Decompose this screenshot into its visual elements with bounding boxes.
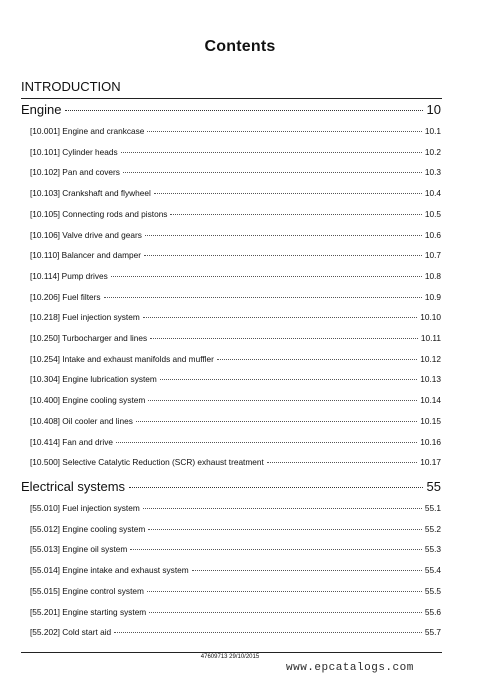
watermark-url: www.epcatalogs.com — [286, 662, 414, 674]
toc-entry-label: [10.218] Fuel injection system — [30, 312, 140, 323]
toc-entry-label: [10.250] Turbocharger and lines — [30, 333, 148, 343]
footer-doc-id: 47609713 29/10/2015 — [200, 654, 260, 660]
leader-dots — [130, 549, 422, 550]
toc-entry-label: [55.012] Engine cooling system — [30, 523, 146, 534]
toc-entry-row[interactable] — [30, 250, 441, 260]
toc-entry-row[interactable] — [30, 167, 441, 177]
toc-entry-page: 10.9 — [424, 291, 441, 302]
toc-entry-page: 55.6 — [424, 606, 441, 617]
toc-entry-page: 10.10 — [420, 312, 441, 323]
toc-entry-label: [10.103] Crankshaft and flywheel — [30, 188, 151, 199]
leader-dots — [114, 632, 422, 633]
leader-dots — [149, 612, 422, 613]
toc-entry-page: 55.4 — [424, 565, 441, 576]
leader-dots — [148, 400, 417, 401]
toc-entry-page: 10.3 — [424, 167, 441, 178]
toc-entry-page: 10.14 — [420, 395, 441, 406]
toc-entry-label: [55.202] Cold start aid — [30, 627, 112, 638]
toc-entry-page: 10.2 — [424, 146, 441, 157]
leader-dots — [116, 442, 417, 443]
toc-entry-label: [55.014] Engine intake and exhaust system — [30, 565, 189, 576]
leader-dots — [65, 110, 422, 111]
leader-dots — [143, 317, 417, 318]
toc-entry-label: [10.400] Engine cooling system — [30, 395, 146, 406]
toc-entry-label: [10.101] Cylinder heads — [30, 146, 118, 157]
leader-dots — [192, 570, 422, 571]
toc-entry-row[interactable] — [30, 524, 441, 534]
toc-entry-page: 10.15 — [420, 415, 441, 426]
toc-entry-label: [10.414] Fan and drive — [30, 436, 114, 447]
leader-dots — [145, 235, 422, 236]
leader-dots — [129, 487, 423, 488]
leader-dots — [121, 152, 422, 153]
toc-entry-label: [55.013] Engine oil system — [30, 544, 128, 555]
toc-entry-page: 10.8 — [424, 270, 441, 281]
toc-entry-label: [10.106] Valve drive and gears — [30, 229, 142, 240]
toc-entry-row[interactable] — [30, 544, 441, 554]
leader-dots — [123, 172, 422, 173]
leader-dots — [144, 255, 422, 256]
toc-section-page: 10 — [426, 102, 441, 117]
intro-heading: INTRODUCTION — [21, 79, 121, 94]
leader-dots — [136, 421, 417, 422]
leader-dots — [267, 462, 417, 463]
toc-entry-page: 10.7 — [424, 250, 441, 261]
leader-dots — [147, 131, 421, 132]
toc-entry-label: [10.500] Selective Catalytic Reduction (SCR) exhaust treatment — [30, 457, 264, 468]
toc-entry-page: 55.2 — [424, 523, 441, 534]
toc-entry-page: 10.12 — [420, 353, 441, 364]
toc-entry-page: 10.4 — [424, 188, 441, 199]
bottom-rule — [21, 652, 442, 653]
leader-dots — [150, 338, 418, 339]
toc-title: Contents — [204, 38, 276, 55]
toc-entry-row[interactable] — [30, 230, 441, 240]
toc-entry-page: 10.6 — [424, 229, 441, 240]
toc-entry-page: 10.16 — [420, 436, 441, 447]
toc-entry-label: [10.102] Pan and covers — [30, 167, 120, 178]
top-rule — [21, 98, 442, 99]
leader-dots — [143, 508, 422, 509]
toc-entry-row[interactable] — [30, 416, 441, 426]
leader-dots — [217, 359, 417, 360]
toc-entry-page: 55.5 — [424, 585, 441, 596]
toc-entry-row[interactable] — [30, 607, 441, 617]
toc-entry-label: [10.110] Balancer and damper — [30, 250, 142, 261]
toc-entry-row[interactable] — [30, 503, 441, 513]
toc-section-label: Engine — [21, 102, 62, 117]
toc-entry-row[interactable] — [30, 292, 441, 302]
toc-entry-label: [10.105] Connecting rods and pistons — [30, 208, 168, 219]
leader-dots — [148, 529, 422, 530]
leader-dots — [147, 591, 422, 592]
toc-section-label: Electrical systems — [21, 479, 126, 494]
toc-entry-label: [10.206] Fuel filters — [30, 291, 101, 302]
toc-entry-label: [10.304] Engine lubrication system — [30, 374, 157, 385]
leader-dots — [104, 297, 422, 298]
toc-section-row[interactable] — [21, 102, 441, 117]
toc-entry-row[interactable] — [30, 354, 441, 364]
toc-entry-page: 55.3 — [424, 544, 441, 555]
toc-section-page: 55 — [426, 479, 441, 494]
toc-entry-row[interactable] — [30, 627, 441, 637]
toc-entry-row[interactable] — [30, 126, 441, 136]
toc-entry-page: 55.7 — [424, 627, 441, 638]
toc-entry-label: [55.015] Engine control system — [30, 585, 144, 596]
toc-entry-row[interactable] — [30, 188, 441, 198]
toc-entry-label: [10.408] Oil cooler and lines — [30, 415, 133, 426]
leader-dots — [170, 214, 421, 215]
toc-entry-row[interactable] — [30, 147, 441, 157]
leader-dots — [111, 276, 422, 277]
toc-entry-row[interactable] — [30, 565, 441, 575]
toc-entry-row[interactable] — [30, 437, 441, 447]
toc-entry-label: [55.010] Fuel injection system — [30, 503, 140, 513]
leader-dots — [160, 379, 417, 380]
toc-entry-label: [55.201] Engine starting system — [30, 606, 147, 617]
toc-entry-row[interactable] — [30, 333, 441, 343]
toc-entry-row[interactable] — [30, 457, 441, 467]
toc-entry-page: 10.11 — [420, 333, 441, 343]
toc-entry-row[interactable] — [30, 374, 441, 384]
toc-entry-row[interactable] — [30, 586, 441, 596]
toc-entry-row[interactable] — [30, 395, 441, 405]
leader-dots — [154, 193, 422, 194]
toc-entry-row[interactable] — [30, 312, 441, 322]
toc-entry-page: 10.1 — [424, 126, 441, 136]
toc-entry-page: 10.17 — [420, 457, 441, 468]
toc-entry-label: [10.114] Pump drives — [30, 270, 108, 281]
toc-entry-row[interactable] — [30, 271, 441, 281]
toc-entry-page: 10.13 — [420, 374, 441, 385]
toc-entry-page: 10.5 — [424, 208, 441, 219]
toc-section-row[interactable] — [21, 479, 441, 494]
toc-entry-label: [10.254] Intake and exhaust manifolds and muffler — [30, 353, 214, 364]
toc-entry-label: [10.001] Engine and crankcase — [30, 126, 145, 136]
toc-entry-row[interactable] — [30, 209, 441, 219]
toc-entry-page: 55.1 — [424, 503, 441, 513]
